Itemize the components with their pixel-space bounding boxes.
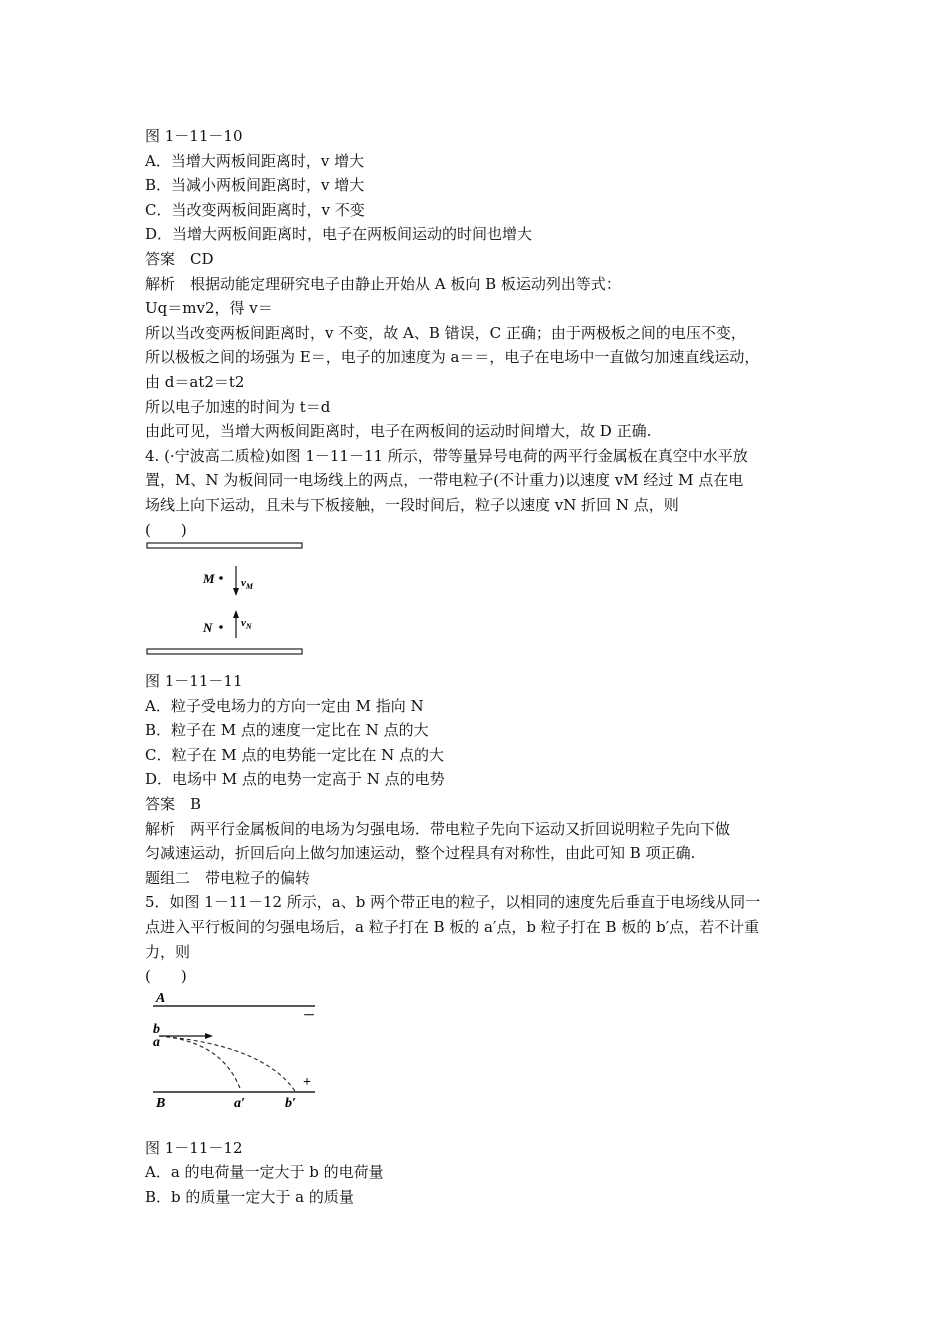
- text-line: D．电场中 M 点的电势一定高于 N 点的电势: [145, 770, 445, 789]
- velocity-m-arrowhead: [233, 588, 239, 596]
- text-line: 场线上向下运动，且未与下板接触，一段时间后，粒子以速度 vN 折回 N 点，则: [145, 495, 679, 514]
- text-line: 解析 根据动能定理研究电子由静止开始从 A 板向 B 板运动列出等式：: [145, 274, 621, 293]
- text-line: 答案 B: [145, 795, 202, 814]
- point-n: [219, 625, 223, 629]
- text-line: A．a 的电荷量一定大于 b 的电荷量: [145, 1163, 384, 1182]
- upper-plate: [147, 543, 302, 548]
- figure-1-11-11-diagram: [145, 542, 345, 669]
- text-line: B．粒子在 M 点的速度一定比在 N 点的大: [145, 721, 429, 740]
- text-line: 图 1－11－10: [145, 127, 243, 145]
- text-line: 5．如图 1－11－12 所示，a、b 两个带正电的粒子，以相同的速度先后垂直于电场线从同一: [145, 893, 761, 912]
- point-m: [219, 576, 223, 580]
- landing-point-a-label: a′: [234, 1095, 245, 1111]
- initial-velocity-arrowhead: [205, 1033, 213, 1039]
- text-line: B．当减小两板间距离时，v 增大: [145, 176, 365, 195]
- figure-1-11-12: [145, 989, 825, 1136]
- text-line: C．当改变两板间距离时，v 不变: [145, 200, 365, 219]
- text-line: Uq＝mv2，得 v＝: [145, 299, 273, 318]
- trajectory-b: [159, 1036, 295, 1091]
- text-line: 匀减速运动，折回后向上做匀加速运动，整个过程具有对称性，由此可知 B 项正确.: [145, 844, 696, 863]
- text-line: 所以电子加速的时间为 t＝d: [145, 397, 331, 416]
- text-line: C．粒子在 M 点的电势能一定比在 N 点的大: [145, 745, 445, 764]
- text-block-problem-4-5: [145, 669, 825, 989]
- text-line: 图 1－11－11: [145, 672, 243, 691]
- text-line: 点进入平行板间的匀强电场后，a 粒子打在 B 板的 a′点，b 粒子打在 B 板的 b′点，若不计重: [145, 918, 760, 937]
- text-line: 解析 两平行金属板间的电场为匀强电场．带电粒子先向下运动又折回说明粒子先向下做: [145, 819, 731, 838]
- trajectory-a: [159, 1036, 241, 1091]
- text-line: 由 d＝at2＝t2: [145, 372, 245, 391]
- plate-b-label: B: [156, 1095, 166, 1111]
- text-block-problem-3: [145, 124, 825, 542]
- text-line: 由此可见，当增大两板间距离时，电子在两板间的运动时间增大，故 D 正确.: [145, 422, 652, 441]
- text-line: 力，则: [145, 942, 191, 961]
- text-line: 所以极板之间的场强为 E＝，电子的加速度为 a＝＝，电子在电场中一直做匀加速直线运动，: [145, 348, 760, 367]
- text-line: ( ): [145, 520, 187, 539]
- velocity-n-arrowhead: [233, 610, 239, 618]
- figure-1-11-11: [145, 542, 825, 669]
- velocity-n-label: $v_N$: [241, 617, 252, 632]
- document-page: [145, 124, 825, 1210]
- point-n-label: N: [203, 620, 213, 636]
- lower-plate: [147, 649, 302, 654]
- text-line: 所以当改变两板间距离时，v 不变，故 A、B 错误，C 正确；由于两极板之间的电压不变，: [145, 323, 746, 342]
- point-m-label: M: [203, 571, 215, 587]
- particle-a-label: a: [153, 1034, 160, 1050]
- text-line: D．当增大两板间距离时，电子在两板间运动的时间也增大: [145, 225, 533, 244]
- particle-b-label: b: [153, 1021, 160, 1037]
- text-line: 4. (·宁波高二质检)如图 1－11－11 所示，带等量异号电荷的两平行金属板在真空中水平放: [145, 446, 748, 465]
- velocity-m-label: $v_M$: [241, 577, 254, 592]
- text-line: 题组二 带电粒子的偏转: [145, 868, 311, 887]
- plate-b-charge: +: [303, 1074, 311, 1090]
- text-line: 置，M、N 为板间同一电场线上的两点，一带电粒子(不计重力)以速度 vM 经过 M 点在电: [145, 471, 744, 490]
- text-block-options-5: [145, 1136, 825, 1210]
- landing-point-b-label: b′: [285, 1095, 296, 1111]
- text-line: A．当增大两板间距离时，v 增大: [145, 151, 365, 170]
- text-line: B．b 的质量一定大于 a 的质量: [145, 1188, 354, 1206]
- plate-a-charge: －: [303, 1007, 316, 1022]
- plate-a-label: A: [156, 990, 166, 1006]
- text-line: 图 1－11－12: [145, 1138, 243, 1157]
- text-line: ( ): [145, 967, 187, 986]
- text-line: A．粒子受电场力的方向一定由 M 指向 N: [145, 696, 424, 715]
- figure-1-11-12-diagram: [145, 989, 345, 1136]
- text-line: 答案 CD: [145, 249, 214, 268]
